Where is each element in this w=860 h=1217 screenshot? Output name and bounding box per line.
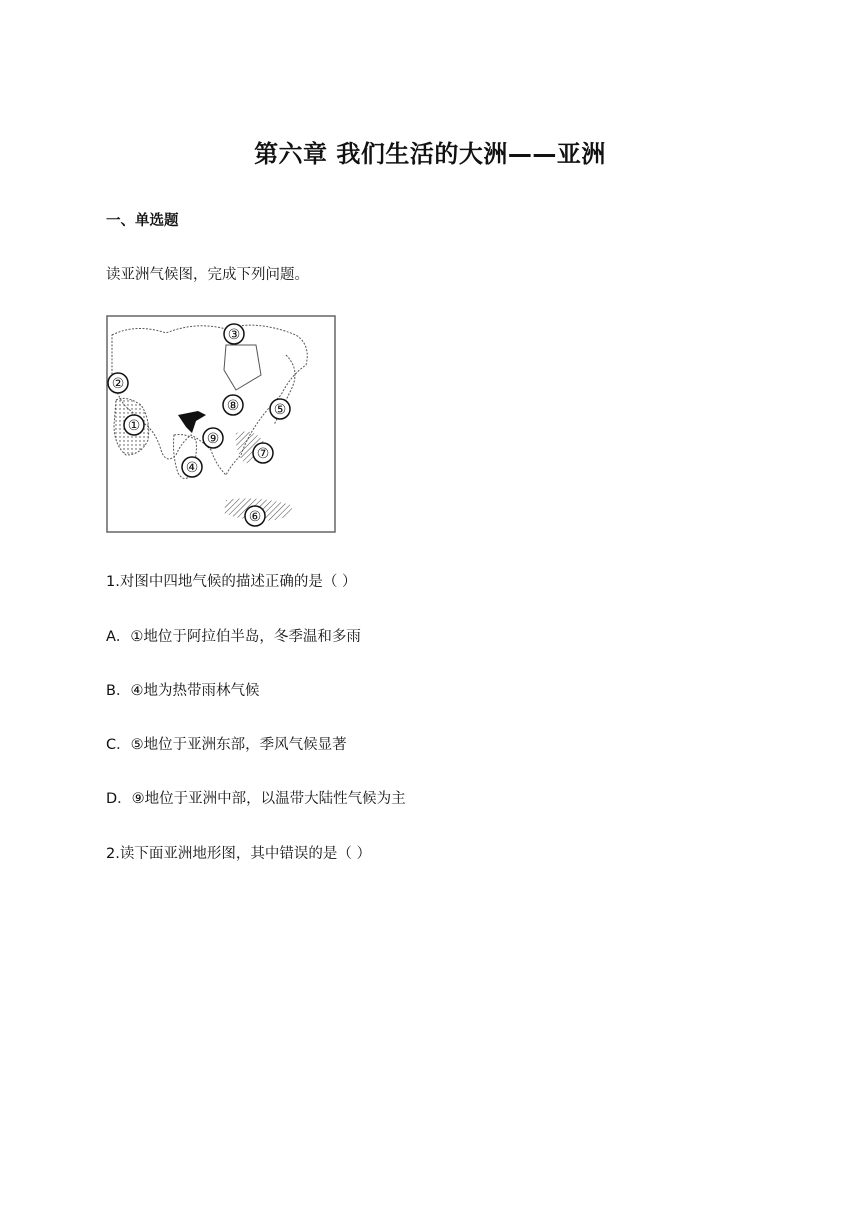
map-label-text: ① xyxy=(127,418,141,434)
map-label-9 xyxy=(203,428,223,448)
map-label-3 xyxy=(224,324,244,344)
map-label-text: ⑥ xyxy=(248,509,262,525)
section-heading: 一、单选题 xyxy=(106,213,179,229)
map-label-1 xyxy=(124,415,144,435)
map-label-text: ⑦ xyxy=(256,446,270,462)
question-1-option-d: D．⑨地位于亚洲中部，以温带大陆性气候为主 xyxy=(106,791,406,807)
page-title: 第六章 我们生活的大洲——亚洲 xyxy=(254,140,606,168)
question-1-option-a: A．①地位于阿拉伯半岛，冬季温和多雨 xyxy=(106,629,361,645)
map-label-7 xyxy=(253,443,273,463)
map-label-5 xyxy=(270,399,290,419)
map-label-text: ⑨ xyxy=(206,431,220,447)
question-1-stem: 1.对图中四地气候的描述正确的是（ ） xyxy=(106,574,357,590)
map-label-6 xyxy=(245,506,265,526)
map-label-text: ④ xyxy=(185,460,199,476)
map-label-4 xyxy=(182,457,202,477)
question-2-stem: 2.读下面亚洲地形图，其中错误的是（ ） xyxy=(106,846,371,862)
map-label-2 xyxy=(108,373,128,393)
question-1-option-b: B．④地为热带雨林气候 xyxy=(106,683,260,699)
map-label-text: ⑧ xyxy=(226,398,240,414)
asia-climate-map xyxy=(106,315,336,533)
question-1-option-c: C．⑤地位于亚洲东部，季风气候显著 xyxy=(106,737,347,753)
map-label-text: ⑤ xyxy=(273,402,287,418)
map-label-8 xyxy=(223,395,243,415)
intro-text: 读亚洲气候图，完成下列问题。 xyxy=(106,267,309,283)
map-label-text: ② xyxy=(111,376,125,392)
map-label-text: ③ xyxy=(227,327,241,343)
